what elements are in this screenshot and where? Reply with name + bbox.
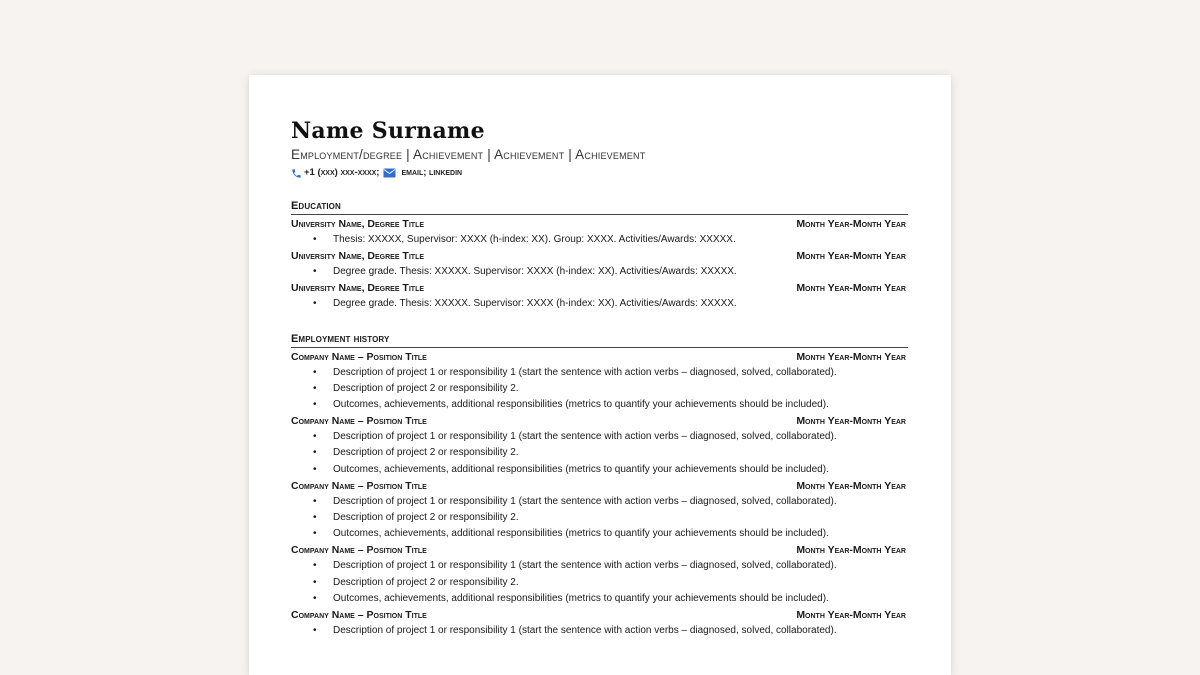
bullet-item: • Description of project 1 or responsibility 1 (start the sentence with action verbs – diagnosed, solved, collaborated). <box>291 365 908 381</box>
contact-line <box>291 167 908 179</box>
contact-email-linkedin: email; linkedin <box>401 167 463 178</box>
employment-list <box>291 349 908 640</box>
education-entry-date: Month Year-Month Year <box>796 218 906 230</box>
employment-entry-title: Company Name – Position Title <box>291 544 427 557</box>
employment-entry-title: Company Name – Position Title <box>291 479 427 492</box>
education-entry-title: University Name, Degree Title <box>291 218 425 230</box>
bullet-item: • Outcomes, achievements, additional responsibilities (metrics to quantify your achievements should be included). <box>291 591 908 607</box>
education-list <box>291 216 908 313</box>
education-entry-bullets <box>291 264 908 280</box>
education-entry-title: University Name, Degree Title <box>291 282 425 295</box>
employment-entry-bullets <box>291 365 908 414</box>
contact-phone: +1 (xxx) xxx-xxxx; <box>304 167 380 178</box>
bullet-item: • Outcomes, achievements, additional responsibilities (metrics to quantify your achievements should be included). <box>291 397 908 413</box>
resume-name: Name Surname <box>291 118 485 144</box>
education-entry-date: Month Year-Month Year <box>796 282 906 295</box>
employment-heading: Employment history <box>291 332 908 348</box>
bullet-item: • Outcomes, achievements, additional responsibilities (metrics to quantify your achievements should be included). <box>291 526 908 542</box>
employment-entry-header <box>291 607 908 623</box>
education-section <box>291 199 908 313</box>
employment-entry-date: Month Year-Month Year <box>796 479 906 492</box>
bullet-item: • Description of project 1 or responsibility 1 (start the sentence with action verbs – diagnosed, solved, collaborated). <box>291 494 908 510</box>
bullet-item: • Outcomes, achievements, additional responsibilities (metrics to quantify your achievements should be included). <box>291 462 908 478</box>
employment-entry-title: Company Name – Position Title <box>291 350 427 363</box>
bullet-item: • Degree grade. Thesis: XXXXX. Supervisor: XXXX (h-index: XX). Activities/Awards: XXXXX. <box>291 264 908 280</box>
education-entry-bullets <box>291 296 908 312</box>
bullet-item: • Description of project 2 or responsibility 2. <box>291 381 908 397</box>
employment-section <box>291 332 908 640</box>
employment-entry-date: Month Year-Month Year <box>796 350 906 363</box>
bullet-item: • Description of project 1 or responsibility 1 (start the sentence with action verbs – diagnosed, solved, collaborated). <box>291 558 908 574</box>
bullet-item: • Description of project 1 or responsibility 1 (start the sentence with action verbs – diagnosed, solved, collaborated). <box>291 429 908 445</box>
employment-entry-bullets <box>291 558 908 607</box>
resume-page <box>249 75 951 675</box>
employment-entry-date: Month Year-Month Year <box>796 609 906 622</box>
phone-icon <box>291 168 302 179</box>
bullet-item: • Thesis: XXXXX, Supervisor: XXXX (h-index: XX). Group: XXXX. Activities/Awards: XXXXX. <box>291 232 908 248</box>
employment-entry-date: Month Year-Month Year <box>796 544 906 557</box>
bullet-item: • Degree grade. Thesis: XXXXX. Supervisor: XXXX (h-index: XX). Activities/Awards: XXXXX. <box>291 296 908 312</box>
education-entry-title: University Name, Degree Title <box>291 250 425 263</box>
bullet-item: • Description of project 2 or responsibility 2. <box>291 445 908 461</box>
bullet-item: • Description of project 2 or responsibility 2. <box>291 575 908 591</box>
employment-entry-bullets <box>291 623 908 639</box>
employment-entry-header <box>291 542 908 558</box>
employment-entry-header <box>291 478 908 494</box>
employment-entry-header <box>291 349 908 365</box>
employment-entry-title: Company Name – Position Title <box>291 609 427 622</box>
envelope-icon <box>383 168 396 178</box>
education-entry-header <box>291 280 908 296</box>
employment-entry-header <box>291 413 908 429</box>
bullet-item: • Description of project 2 or responsibility 2. <box>291 510 908 526</box>
education-entry-header <box>291 248 908 264</box>
resume-subtitle: Employment/degree | Achievement | Achievement | Achievement <box>291 147 646 162</box>
employment-entry-title: Company Name – Position Title <box>291 415 427 428</box>
resume-content <box>291 117 908 639</box>
bullet-item: • Description of project 1 or responsibility 1 (start the sentence with action verbs – diagnosed, solved, collaborated). <box>291 623 908 639</box>
education-entry-date: Month Year-Month Year <box>796 250 906 263</box>
education-entry-header <box>291 216 908 232</box>
employment-entry-bullets <box>291 429 908 478</box>
education-entry-bullets <box>291 232 908 248</box>
employment-entry-date: Month Year-Month Year <box>796 415 906 428</box>
employment-entry-bullets <box>291 494 908 543</box>
education-heading: Education <box>291 199 908 215</box>
